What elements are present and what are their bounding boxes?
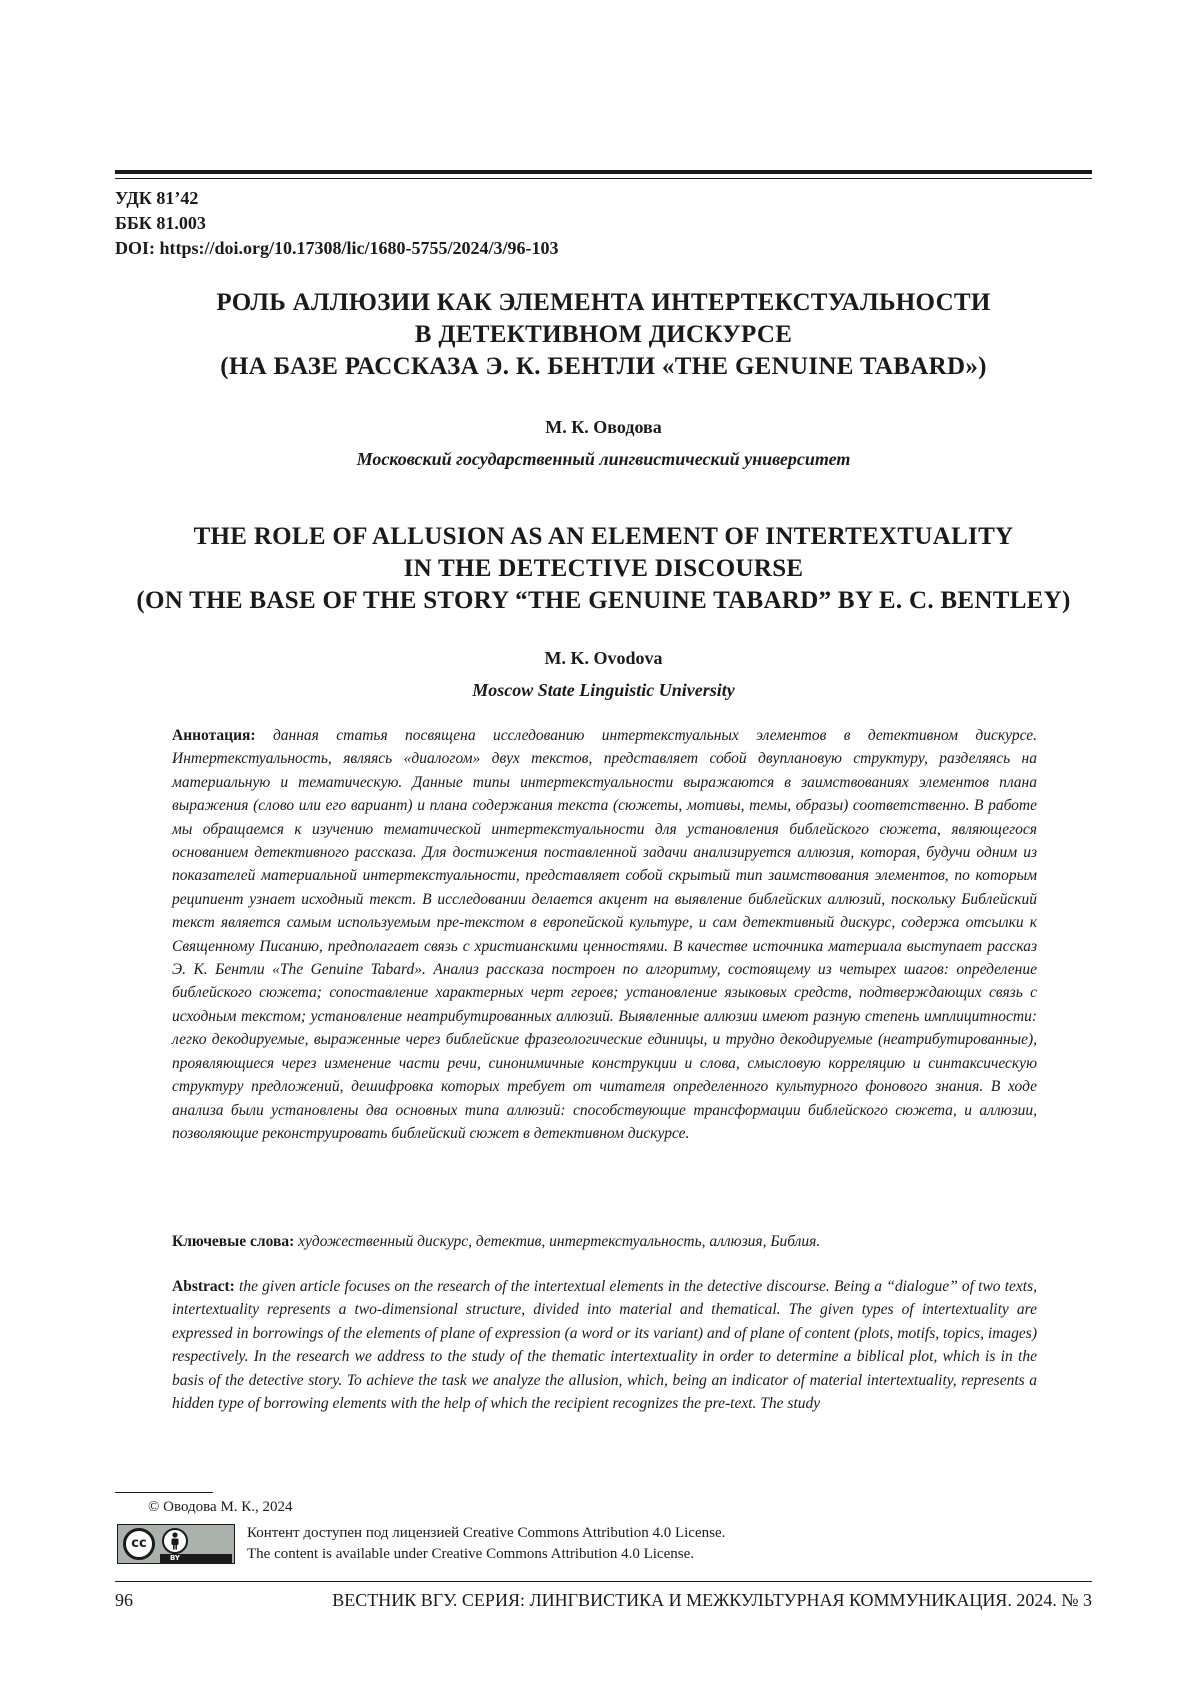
english-title bbox=[115, 521, 1092, 617]
english-affiliation: Moscow State Linguistic University bbox=[115, 678, 1092, 702]
bbk-code: ББК 81.003 bbox=[115, 211, 559, 236]
russian-title-line: (НА БАЗЕ РАССКАЗА Э. К. БЕНТЛИ «THE GENUINE TABARD») bbox=[115, 351, 1092, 383]
udk-code: УДК 81’42 bbox=[115, 186, 559, 211]
annotation-text: данная статья посвящена исследованию интертекстуальных элементов в детективном дискурсе. Интертекстуальность, являясь «диалогом» двух текстов, представляет собой двуплановую структуру, разделяясь на материальную и тематическую. Данные типы интертекстуальности выражаются в заимствованиях элементов плана выражения (слово или его вариант) и плана содержания текста (сюжеты, мотивы, темы, образы) соответственно. В работе мы обращаемся к изучению тематической интертекстуальности для установления библейского сюжета, являющегося основанием детективного рассказа. Для достижения поставленной задачи анализируется аллюзия, которая, будучи одним из показателей материальной интертекстуальности, представляет собой скрытый тип заимствования элементов, по которым реципиент узнает исходный текст. В исследовании делается акцент на выявление библейских аллюзий, поскольку Библейский текст является самым используемым пре-текстом в европейской культуре, и сам детективный дискурс, содержа отсылки к Священному Писанию, предполагает связь с христианскими ценностями. В качестве источника материала выступает рассказ Э. К. Бентли «The Genuine Tabard». Анализ рассказа построен по алгоритму, состоящему из четырех шагов: определение библейского сюжета; сопоставление характерных черт героев; установление языковых средств, подтверждающих связь с исходным текстом; установление неатрибутированных аллюзий. Выявленные аллюзии имеют разную степень имплицитности: легко декодируемые, выраженные через библейские фразеологические единицы, и трудно декодируемые (неатрибутированные), проявляющиеся через изменение части речи, синонимичные конструкции и слова, смысловую корреляцию и синтаксическую структуру предложений, дешифровка которых требует от читателя определенного культурного фонового знания. В ходе анализа были установлены два основных типа аллюзий: способствующие трансформации библейского сюжета, и аллюзии, позволяющие реконструировать библейский сюжет в детективном дискурсе. bbox=[172, 727, 1037, 1142]
keywords-label: Ключевые слова: bbox=[172, 1233, 294, 1250]
russian-author: М. К. Оводова bbox=[115, 415, 1092, 439]
annotation-paragraph bbox=[172, 724, 1037, 1145]
footer-rule bbox=[115, 1581, 1092, 1582]
russian-affiliation: Московский государственный лингвистический университет bbox=[115, 447, 1092, 471]
header-rule-thin bbox=[115, 178, 1092, 179]
russian-title-line: РОЛЬ АЛЛЮЗИИ КАК ЭЛЕМЕНТА ИНТЕРТЕКСТУАЛЬНОСТИ bbox=[115, 287, 1092, 319]
abstract-label: Abstract: bbox=[172, 1278, 235, 1295]
license-text bbox=[247, 1523, 725, 1565]
english-title-line: THE ROLE OF ALLUSION AS AN ELEMENT OF INTERTEXTUALITY bbox=[115, 521, 1092, 553]
cc-icon: cc bbox=[123, 1528, 155, 1560]
russian-title bbox=[115, 287, 1092, 383]
header-rule-thick bbox=[115, 170, 1092, 174]
keywords-text: художественный дискурс, детектив, интертекстуальность, аллюзия, Библия. bbox=[298, 1233, 820, 1250]
attribution-person-icon bbox=[162, 1528, 188, 1554]
annotation-label: Аннотация: bbox=[172, 727, 256, 744]
russian-title-line: В ДЕТЕКТИВНОМ ДИСКУРСЕ bbox=[115, 319, 1092, 351]
english-author: M. K. Ovodova bbox=[115, 646, 1092, 670]
license-english: The content is available under Creative Commons Attribution 4.0 License. bbox=[247, 1544, 725, 1565]
classification-block bbox=[115, 186, 559, 261]
english-title-line: (ON THE BASE OF THE STORY “THE GENUINE TABARD” BY E. C. BENTLEY) bbox=[115, 585, 1092, 617]
copyright-note: © Оводова М. К., 2024 bbox=[148, 1497, 293, 1517]
journal-running-title: ВЕСТНИК ВГУ. СЕРИЯ: ЛИНГВИСТИКА И МЕЖКУЛЬТУРНАЯ КОММУНИКАЦИЯ. 2024. № 3 bbox=[332, 1588, 1092, 1612]
english-title-line: IN THE DETECTIVE DISCOURSE bbox=[115, 553, 1092, 585]
keywords-paragraph bbox=[172, 1230, 1037, 1253]
by-label: BY bbox=[160, 1554, 190, 1563]
license-russian: Контент доступен под лицензией Creative Commons Attribution 4.0 License. bbox=[247, 1523, 725, 1544]
page-number: 96 bbox=[115, 1588, 133, 1612]
footnote-rule bbox=[115, 1492, 213, 1493]
doi-link[interactable]: DOI: https://doi.org/10.17308/lic/1680-5755/2024/3/96-103 bbox=[115, 236, 559, 261]
abstract-text: the given article focuses on the research of the intertextual elements in the detective discourse. Being a “dialogue” of two texts, intertextuality represents a two-dimensional structure, divided into material and thematical. The given types of intertextuality are expressed in borrowings of the elements of plane of expression (a word or its variant) and of plane of content (plots, motifs, topics, images) respectively. In the research we address to the study of the thematic intertextuality in order to determine a biblical plot, which is in the basis of the detective story. To achieve the task we analyze the allusion, which, being an indicator of material intertextuality, represents a hidden type of borrowing elements with the help of which the recipient recognizes the pre-text. The study bbox=[172, 1278, 1037, 1412]
abstract-paragraph bbox=[172, 1275, 1037, 1415]
cc-by-license-badge[interactable] bbox=[117, 1524, 235, 1564]
